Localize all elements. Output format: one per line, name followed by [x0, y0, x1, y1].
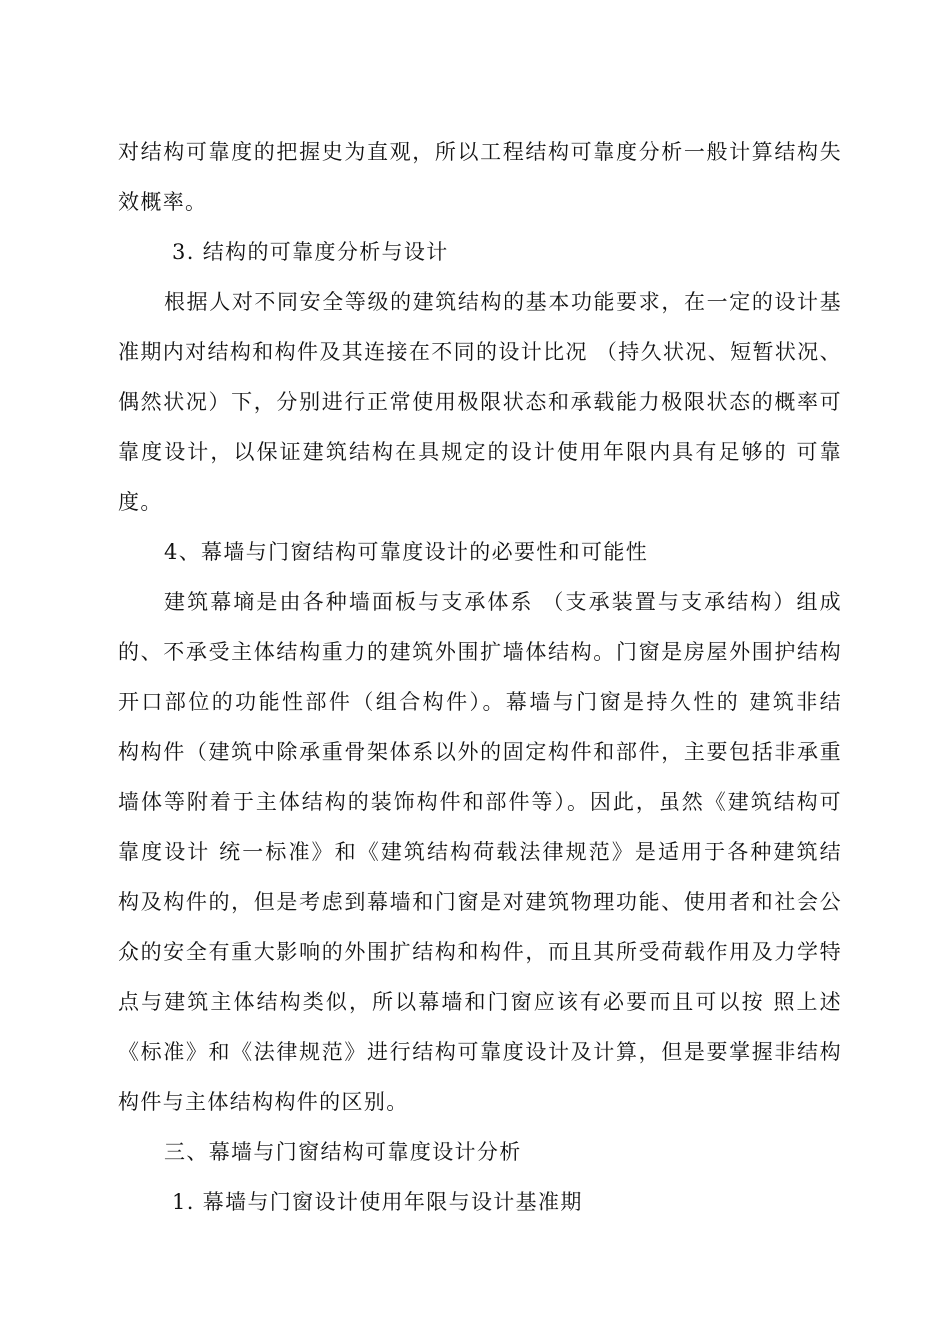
- text-line: 构件与主体结构构件的区别。: [118, 1090, 409, 1114]
- text-line: 准期内对结构和构件及其连接在不同的设计比况 （持久状况、短暂状况、: [118, 340, 842, 364]
- text-line: 靠度设计 统一标准》和《建筑结构荷载法律规范》是适用于各种建筑结: [118, 840, 842, 864]
- text-line: 开口部位的功能性部件（组合构件）。幕墙与门窗是持久性的 建筑非结: [118, 690, 842, 714]
- section-heading: 3. 结构的可靠度分析与设计: [172, 240, 449, 264]
- text-line: 根据人对不同安全等级的建筑结构的基本功能要求，在一定的设计基: [164, 290, 842, 314]
- section-heading: 4、幕墙与门窗结构可靠度设计的必要性和可能性: [164, 540, 649, 564]
- text-line: 建筑幕墒是由各种墙面板与支承体系 （支承装置与支承结构）组成: [164, 590, 842, 614]
- text-line: 点与建筑主体结构类似，所以幕墙和门窗应该有必要而且可以按 照上述: [118, 990, 842, 1014]
- text-line: 墙体等附着于主体结构的装饰构件和部件等）。因此，虽然《建筑结构可: [118, 790, 842, 814]
- section-heading: 1. 幕墙与门窗设计使用年限与设计基准期: [172, 1190, 583, 1214]
- text-line: 众的安全有重大影响的外围扩结构和构件，而且其所受荷载作用及力学特: [118, 940, 842, 964]
- text-line: 靠度设计，以保证建筑结构在具规定的设计使用年限内具有足够的 可靠: [118, 440, 842, 464]
- text-line: 构构件（建筑中除承重骨架体系以外的固定构件和部件，主要包括非承重: [118, 740, 842, 764]
- text-line: 效概率。: [118, 190, 208, 214]
- text-line: 的、不承受主体结构重力的建筑外围扩墙体结构。门窗是房屋外围护结构: [118, 640, 842, 664]
- text-line: 《标准》和《法律规范》进行结构可靠度设计及计算，但是要掌握非结构: [118, 1040, 842, 1064]
- text-line: 对结构可靠度的把握史为直观，所以工程结构可靠度分析一般计算结构失: [118, 140, 842, 164]
- text-line: 度。: [118, 490, 163, 514]
- text-line: 偶然状况）下，分别进行正常使用极限状态和承载能力极限状态的概率可: [118, 390, 842, 414]
- section-heading: 三、幕墙与门窗结构可靠度设计分析: [164, 1140, 522, 1164]
- text-line: 构及构件的，但是考虑到幕墙和门窗是对建筑物理功能、使用者和社会公: [118, 890, 842, 914]
